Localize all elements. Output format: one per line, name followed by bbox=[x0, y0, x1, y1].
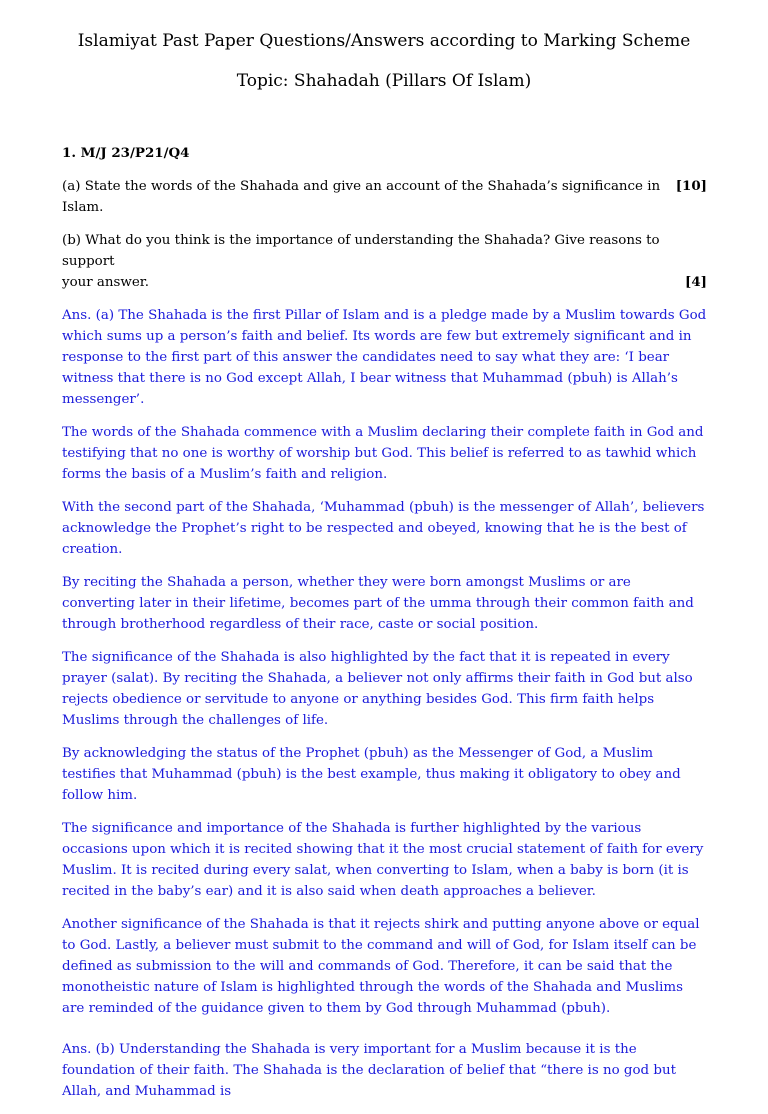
question-part-b-line1: (b) What do you think is the importance of understanding the Shahada? Give reasons to support bbox=[62, 233, 660, 269]
question-part-b bbox=[62, 230, 707, 293]
topic-heading: Topic: Shahadah (Pillars Of Islam) bbox=[236, 71, 532, 91]
answer-paragraph: The words of the Shahada commence with a Muslim declaring their complete faith in God and testifying that no one is worthy of worship but God. This belief is referred to as tawhid which forms the basis of a Muslim’s faith and religion. bbox=[62, 425, 704, 482]
question-part-a-marks: [10] bbox=[675, 178, 707, 194]
question-part-b-line2: your answer. bbox=[62, 275, 149, 290]
question-number: 1. M/J 23/P21/Q4 bbox=[62, 145, 190, 161]
answer-paragraph: By acknowledging the status of the Prophet (pbuh) as the Messenger of God, a Muslim testifies that Muhammad (pbuh) is the best example, thus making it obligatory to obey and follow him. bbox=[62, 746, 681, 803]
question-part-b-line2-row bbox=[62, 272, 707, 293]
answer-paragraph: Another significance of the Shahada is that it rejects shirk and putting anyone above or equal to God. Lastly, a believer must submit to the command and will of God, for Islam itself can be defined as submission to the will and commands of God. Therefore, it can be said that the monotheistic nature of Islam is highlighted through the words of the Shahada and Muslims are reminded of the guidance given to them by God through Muhammad (pbuh). bbox=[62, 917, 700, 1016]
answer-paragraph: The significance and importance of the Shahada is further highlighted by the various occasions upon which it is recited showing that it the most crucial statement of faith for every Muslim. It is recited during every salat, when converting to Islam, when a baby is born (it is recited in the baby’s ear) and it is also said when death approaches a believer. bbox=[62, 821, 704, 899]
answer-paragraph: The significance of the Shahada is also highlighted by the fact that it is repeated in every prayer (salat). By reciting the Shahada, a believer not only affirms their faith in God but also rejects obedience or servitude to anyone or anything besides God. This firm faith helps Muslims through the challenges of life. bbox=[62, 650, 693, 728]
document-title: Islamiyat Past Paper Questions/Answers according to Marking Scheme bbox=[77, 31, 691, 51]
question-part-a bbox=[62, 176, 707, 218]
answer-paragraph: Ans. (a) The Shahada is the first Pillar of Islam and is a pledge made by a Muslim towards God which sums up a person’s faith and belief. Its words are few but extremely significant and in response to the first part of this answer the candidates need to say what they are: ‘I bear witness that there is no God except Allah, I bear witness that Muhammad (pbuh) is Allah’s messenger’. bbox=[62, 308, 707, 407]
question-part-b-marks: [4] bbox=[685, 274, 707, 290]
answer-b-paragraph: Ans. (b) Understanding the Shahada is very important for a Muslim because it is the foundation of their faith. The Shahada is the declaration of belief that “there is no god but Allah, and Muhammad is bbox=[62, 1042, 676, 1099]
question-part-a-text: (a) State the words of the Shahada and give an account of the Shahada’s significance in Islam. bbox=[62, 179, 661, 215]
answer-paragraph: By reciting the Shahada a person, whether they were born amongst Muslims or are converting later in their lifetime, becomes part of the umma through their common faith and through brotherhood regardless of their race, caste or social position. bbox=[62, 575, 694, 632]
document-body bbox=[62, 143, 707, 1114]
answer-paragraph: With the second part of the Shahada, ‘Muhammad (pbuh) is the messenger of Allah’, believers acknowledge the Prophet’s right to be respected and obeyed, knowing that he is the best of creation. bbox=[62, 500, 705, 557]
